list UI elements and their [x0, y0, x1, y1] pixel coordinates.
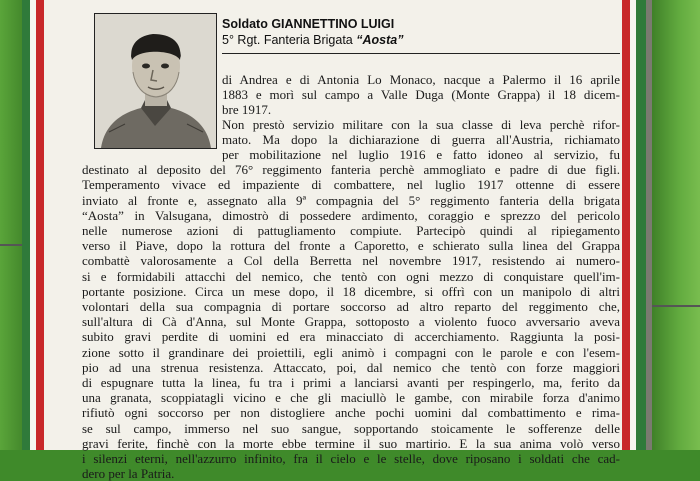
biography-line: si e formidabili attacchi del nemico, che tentò con ogni mezzo di conquistare quell'im- — [82, 268, 620, 284]
biography-line: rifiutò ogni soccorso per non distogliere anche pochi uomini dal combattimento e rima- — [82, 405, 620, 421]
biography-line: i silenzi eterni, nell'azzurro infinito, fra il cielo e le stelle, dove riposano i soldati che cad- — [82, 451, 620, 467]
biography-line: volontari della sua compagnia di portare soccorso ad altro reparto del reggimento che, — [82, 299, 620, 315]
biography-line: sull'altura di Cà d'Anna, sul Monte Grappa, sottoposto a violento fuoco avversario aveva — [82, 314, 620, 330]
biography-line: 1883 e morì sul campo a Valle Duga (Monte Grappa) il 18 dicem- — [222, 87, 620, 103]
biography-line: per mobilitazione nel luglio 1916 e fatto idoneo al servizio, fu — [222, 147, 620, 162]
soldier-portrait-icon — [94, 13, 217, 149]
biography-line: verso il Piave, dopo la rottura del fronte a Caporetto, e schierato sulla linea del Grappa — [82, 238, 620, 254]
biography-beside-portrait-2 — [222, 117, 620, 147]
biography-line: mato. Ma dopo la dichiarazione di guerra all'Austria, richiamato — [222, 132, 620, 148]
biography-line: subito gravi perdite di uomini ed era minacciato di accerchiamento. Raggiunta la posi- — [82, 329, 620, 345]
biography-line: di Andrea e di Antonia Lo Monaco, nacque a Palermo il 16 aprile — [222, 72, 620, 87]
flag-stripe-green-left — [22, 0, 30, 450]
fence-wire-right — [652, 305, 700, 307]
regiment-line — [222, 33, 403, 47]
biography-line: portante posizione. Circa un mese dopo, il 18 dicembre, si offrì con un manipolo di altri — [82, 283, 620, 299]
flag-stripe-green-right — [636, 0, 646, 450]
biography-line: destinato al deposito del 76° reggimento fanteria perchè ammogliato e padre di due figli. — [82, 162, 620, 178]
biography-line: dero per la Patria. — [82, 466, 175, 481]
flag-stripe-red-right — [622, 0, 630, 450]
header-divider — [222, 53, 620, 54]
background-grass-right — [648, 0, 700, 450]
biography-line: una granata, scoppiatagli vicino e che gli maciullò le gambe, con mirabile forza d'animo — [82, 390, 620, 406]
biography-line: Temperamento vivace ed impaziente di combattere, nel luglio 1917 ottenne di essere — [82, 177, 620, 193]
soldier-name — [222, 17, 394, 31]
plaque-frame-edge — [646, 0, 652, 450]
biography-line: pio ad una strenua resistenza. Attaccato, poi, dal nemico che tentò con forze maggiori — [82, 359, 620, 375]
regiment-label: 5° Rgt. Fanteria Brigata — [222, 33, 357, 47]
flag-stripe-red-left — [36, 0, 44, 450]
biography-line: zione sotto il grandinare dei proiettili, egli animò i compagni con le parole e con l'esem- — [82, 344, 620, 360]
soldier-full-name: GIANNETTINO LUIGI — [271, 17, 395, 31]
biography-beside-portrait — [222, 72, 620, 118]
biography-full-width — [82, 147, 620, 481]
biography-line: inviato al fronte e, assegnato alla 9ª compagnia del 5° reggimento fanteria della brigata — [82, 192, 620, 208]
biography-line: se sul campo, immerso nel suo sangue, sopportando stoicamente le sofferenze delle — [82, 420, 620, 436]
rank-label: Soldato — [222, 17, 272, 31]
biography-line: nelle numerose azioni di pattugliamento compiute. Partecipò quindi al ripiegamento — [82, 223, 620, 239]
biography-line: combattè valorosamente a Col della Berretta nel novembre 1917, resistendo ai numero- — [82, 253, 620, 269]
brigade-name: “Aosta” — [356, 33, 404, 47]
biography-line: Non prestò servizio militare con la sua classe di leva perchè rifor- — [222, 117, 620, 132]
biography-line: “Aosta” in Valsugana, dimostrò di possedere ardimento, coraggio e sprezzo del pericolo — [82, 207, 620, 223]
biography-line: bre 1917. — [222, 102, 272, 118]
biography-line: di espugnare tutta la linea, fu tra i primi a lanciarsi avanti per respingerlo, ma, ferito da — [82, 375, 620, 391]
biography-line: gravi ferite, finchè con la morte ebbe termine il suo martirio. E la sua anima volò verso — [82, 435, 620, 451]
